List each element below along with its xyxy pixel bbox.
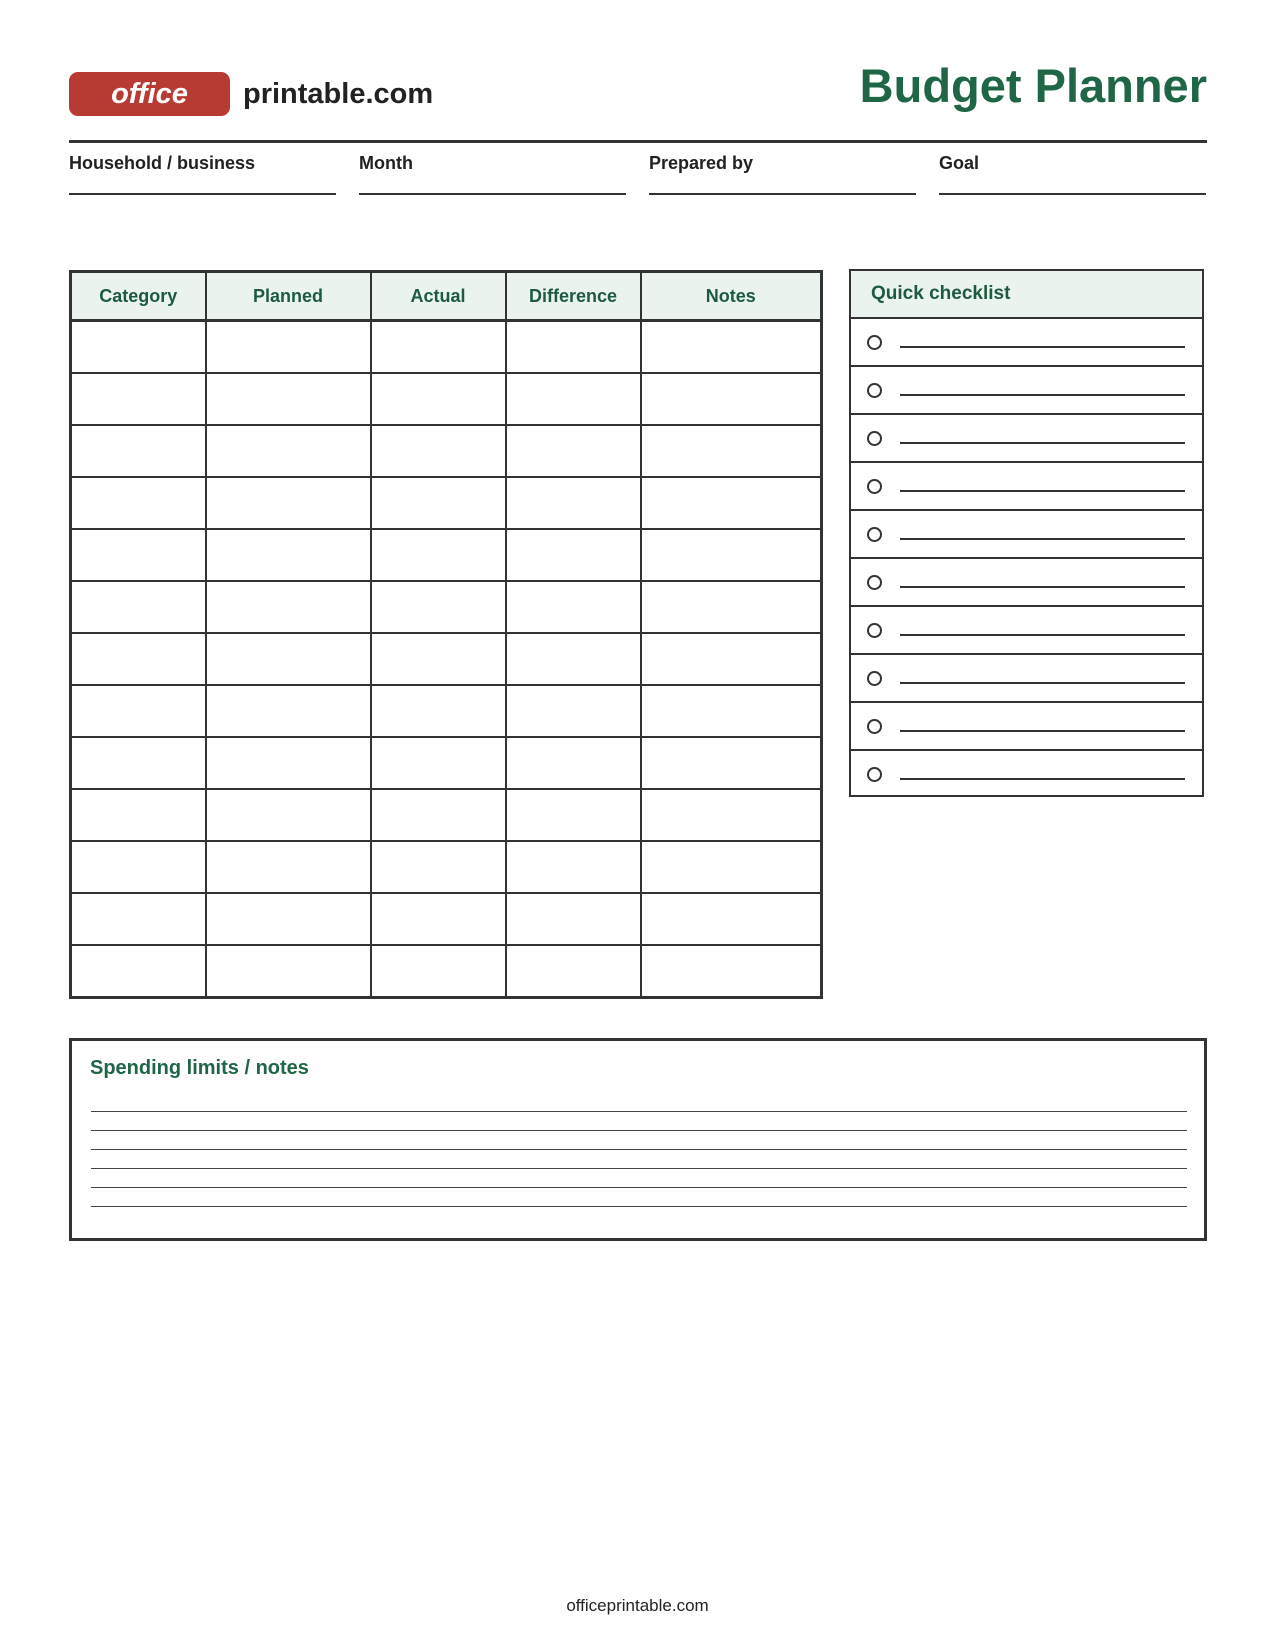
header-divider — [69, 140, 1207, 143]
logo-domain: printable.com — [243, 78, 434, 110]
checkbox-circle-icon[interactable] — [867, 767, 882, 782]
cell-actual[interactable] — [371, 477, 506, 529]
column-header-difference: Difference — [506, 272, 641, 321]
cell-actual[interactable] — [371, 945, 506, 998]
field-label-month: Month — [359, 153, 413, 173]
cell-actual[interactable] — [371, 425, 506, 477]
cell-difference[interactable] — [506, 477, 641, 529]
checklist-item — [851, 511, 1202, 559]
checklist-item — [851, 319, 1202, 367]
cell-category[interactable] — [71, 737, 206, 789]
checklist-item — [851, 655, 1202, 703]
cell-actual[interactable] — [371, 685, 506, 737]
cell-actual[interactable] — [371, 841, 506, 893]
checklist-item — [851, 607, 1202, 655]
cell-category[interactable] — [71, 321, 206, 374]
field-label-goal: Goal — [939, 153, 980, 173]
checklist-item — [851, 367, 1202, 415]
cell-planned[interactable] — [206, 893, 371, 945]
cell-category[interactable] — [71, 425, 206, 477]
cell-category[interactable] — [71, 581, 206, 633]
field-label-household: Household / business — [69, 153, 256, 173]
cell-category[interactable] — [71, 841, 206, 893]
checkbox-circle-icon[interactable] — [867, 383, 882, 398]
cell-category[interactable] — [71, 945, 206, 998]
table-row — [71, 633, 822, 685]
cell-actual[interactable] — [371, 737, 506, 789]
cell-difference[interactable] — [506, 685, 641, 737]
notes-write-line[interactable] — [91, 1187, 1187, 1188]
checklist-item — [851, 559, 1202, 607]
cell-category[interactable] — [71, 685, 206, 737]
checkbox-circle-icon[interactable] — [867, 527, 882, 542]
cell-actual[interactable] — [371, 893, 506, 945]
cell-planned[interactable] — [206, 789, 371, 841]
footer-url: officeprintable.com — [566, 1596, 709, 1615]
cell-planned[interactable] — [206, 685, 371, 737]
column-header-planned: Planned — [206, 272, 371, 321]
cell-planned[interactable] — [206, 581, 371, 633]
cell-category[interactable] — [71, 477, 206, 529]
cell-actual[interactable] — [371, 633, 506, 685]
cell-actual[interactable] — [371, 529, 506, 581]
table-row — [71, 373, 822, 425]
cell-planned[interactable] — [206, 373, 371, 425]
checklist-write-line[interactable] — [900, 538, 1185, 540]
notes-write-line[interactable] — [91, 1149, 1187, 1150]
checklist-write-line[interactable] — [900, 490, 1185, 492]
cell-difference[interactable] — [506, 373, 641, 425]
field-household[interactable] — [69, 150, 336, 195]
cell-actual[interactable] — [371, 789, 506, 841]
checklist-write-line[interactable] — [900, 442, 1185, 444]
field-month[interactable] — [359, 150, 626, 195]
cell-notes[interactable] — [641, 789, 822, 841]
cell-planned[interactable] — [206, 737, 371, 789]
cell-notes[interactable] — [641, 477, 822, 529]
cell-planned[interactable] — [206, 529, 371, 581]
table-row — [71, 581, 822, 633]
cell-difference[interactable] — [506, 893, 641, 945]
checklist-write-line[interactable] — [900, 346, 1185, 348]
cell-notes[interactable] — [641, 893, 822, 945]
cell-planned[interactable] — [206, 945, 371, 998]
cell-difference[interactable] — [506, 789, 641, 841]
checklist-items — [851, 319, 1202, 799]
table-row — [71, 477, 822, 529]
cell-planned[interactable] — [206, 321, 371, 374]
table-row — [71, 789, 822, 841]
table-row — [71, 945, 822, 998]
cell-category[interactable] — [71, 789, 206, 841]
column-header-actual: Actual — [371, 272, 506, 321]
budget-table — [69, 270, 823, 999]
budget-table-header — [71, 272, 822, 321]
cell-notes[interactable] — [641, 945, 822, 998]
table-row — [71, 841, 822, 893]
cell-notes[interactable] — [641, 841, 822, 893]
checkbox-circle-icon[interactable] — [867, 479, 882, 494]
cell-actual[interactable] — [371, 581, 506, 633]
cell-planned[interactable] — [206, 841, 371, 893]
checkbox-circle-icon[interactable] — [867, 575, 882, 590]
cell-category[interactable] — [71, 373, 206, 425]
cell-category[interactable] — [71, 529, 206, 581]
checklist-item — [851, 751, 1202, 799]
cell-notes[interactable] — [641, 737, 822, 789]
cell-category[interactable] — [71, 633, 206, 685]
table-row — [71, 737, 822, 789]
checklist-write-line[interactable] — [900, 730, 1185, 732]
spending-limits-box — [69, 1038, 1207, 1241]
cell-notes[interactable] — [641, 529, 822, 581]
table-row — [71, 321, 822, 374]
notes-write-line[interactable] — [91, 1130, 1187, 1131]
spending-limits-title: Spending limits / notes — [90, 1057, 309, 1079]
checklist-item — [851, 703, 1202, 751]
cell-notes[interactable] — [641, 425, 822, 477]
cell-difference[interactable] — [506, 425, 641, 477]
checklist-title: Quick checklist — [851, 271, 1202, 319]
cell-difference[interactable] — [506, 529, 641, 581]
cell-actual[interactable] — [371, 373, 506, 425]
checklist-item — [851, 415, 1202, 463]
cell-notes[interactable] — [641, 685, 822, 737]
cell-difference[interactable] — [506, 581, 641, 633]
cell-category[interactable] — [71, 893, 206, 945]
cell-notes[interactable] — [641, 633, 822, 685]
budget-table-body — [71, 321, 822, 998]
page-title: Budget Planner — [859, 59, 1207, 112]
cell-difference[interactable] — [506, 321, 641, 374]
checklist-write-line[interactable] — [900, 682, 1185, 684]
cell-notes[interactable] — [641, 321, 822, 374]
cell-notes[interactable] — [641, 581, 822, 633]
notes-write-line[interactable] — [91, 1168, 1187, 1169]
notes-write-line[interactable] — [91, 1206, 1187, 1207]
cell-difference[interactable] — [506, 633, 641, 685]
checkbox-circle-icon[interactable] — [867, 335, 882, 350]
checkbox-circle-icon[interactable] — [867, 719, 882, 734]
logo-badge: office — [69, 72, 230, 116]
checkbox-circle-icon[interactable] — [867, 623, 882, 638]
field-label-prepared-by: Prepared by — [649, 153, 754, 173]
notes-write-line[interactable] — [91, 1111, 1187, 1112]
cell-actual[interactable] — [371, 321, 506, 374]
column-header-notes: Notes — [641, 272, 822, 321]
quick-checklist — [849, 269, 1204, 797]
checklist-write-line[interactable] — [900, 586, 1185, 588]
field-prepared-by[interactable] — [649, 150, 916, 195]
cell-planned[interactable] — [206, 425, 371, 477]
cell-notes[interactable] — [641, 373, 822, 425]
column-header-category: Category — [71, 272, 206, 321]
cell-planned[interactable] — [206, 477, 371, 529]
table-row — [71, 529, 822, 581]
cell-planned[interactable] — [206, 633, 371, 685]
table-row — [71, 893, 822, 945]
cell-difference[interactable] — [506, 841, 641, 893]
checkbox-circle-icon[interactable] — [867, 431, 882, 446]
table-row — [71, 685, 822, 737]
checklist-item — [851, 463, 1202, 511]
cell-difference[interactable] — [506, 737, 641, 789]
checklist-write-line[interactable] — [900, 634, 1185, 636]
table-row — [71, 425, 822, 477]
checkbox-circle-icon[interactable] — [867, 671, 882, 686]
checklist-write-line[interactable] — [900, 778, 1185, 780]
checklist-write-line[interactable] — [900, 394, 1185, 396]
field-goal[interactable] — [939, 150, 1206, 195]
cell-difference[interactable] — [506, 945, 641, 998]
